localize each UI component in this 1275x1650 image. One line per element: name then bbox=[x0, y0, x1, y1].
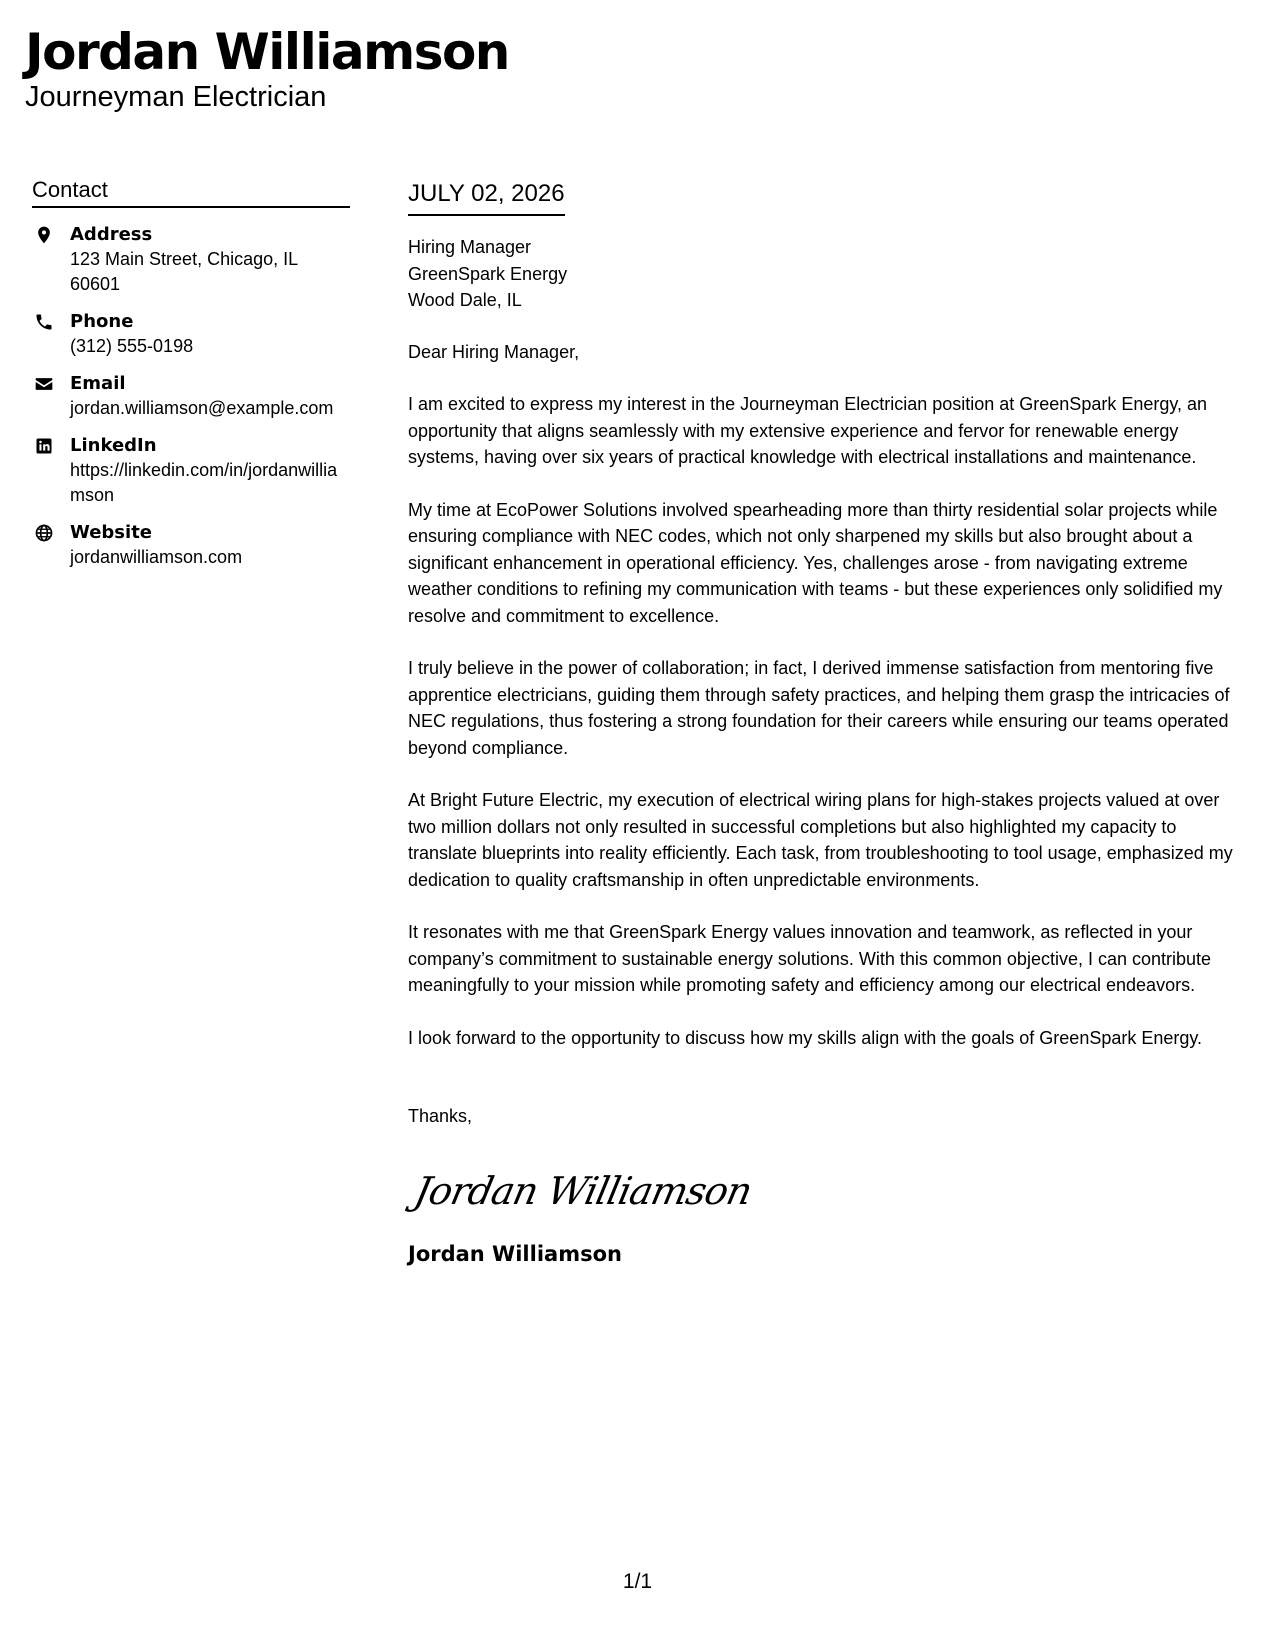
phone-icon bbox=[32, 310, 56, 334]
email-value: jordan.williamson@example.com bbox=[70, 398, 334, 418]
recipient-block bbox=[408, 234, 1246, 314]
letter-paragraph: At Bright Future Electric, my execution of electrical wiring plans for high-stakes projects valued at over two million dollars not only resulted in successful completions but also highlighted my capacity to translate blueprints into reality efficiently. Each task, from troubleshooting to tool usage, emphasized my dedication to quality craftsmanship in often unpredictable environments. bbox=[408, 790, 1233, 890]
letter-paragraph: I truly believe in the power of collaboration; in fact, I derived immense satisfaction from mentoring five apprentice electricians, guiding them through safety practices, and helping them grasp the intricacies of NEC regulations, thus fostering a strong foundation for their careers while ensuring our teams operated beyond compliance. bbox=[408, 658, 1230, 758]
letter-paragraph: I look forward to the opportunity to discuss how my skills align with the goals of GreenSpark Energy. bbox=[408, 1027, 1203, 1048]
signer-name: Jordan Williamson bbox=[408, 1241, 622, 1266]
recipient-line: Hiring Manager bbox=[408, 237, 532, 257]
address-label: Address bbox=[70, 224, 153, 245]
contact-item-phone bbox=[32, 309, 350, 359]
contact-sidebar bbox=[32, 176, 350, 582]
recipient-line: GreenSpark Energy bbox=[408, 263, 568, 284]
resume-header bbox=[25, 22, 509, 114]
contact-heading: Contact bbox=[32, 176, 350, 208]
website-value: jordanwilliamson.com bbox=[70, 547, 243, 567]
contact-list bbox=[32, 222, 350, 570]
linkedin-value: https://linkedin.com/in/jordanwilliamson bbox=[70, 460, 338, 505]
salutation: Dear Hiring Manager, bbox=[408, 341, 580, 362]
handwritten-signature: Jordan Williamson bbox=[410, 1168, 756, 1213]
letter-paragraph: I am excited to express my interest in the Journeyman Electrician position at GreenSpark Energy, an opportunity that aligns seamlessly with my extensive experience and fervor for renewable energy systems, having over six years of practical knowledge with electrical installations and maintenance. bbox=[408, 394, 1208, 467]
applicant-name: Jordan Williamson bbox=[25, 23, 509, 81]
contact-item-website bbox=[32, 520, 350, 570]
letter-paragraph: It resonates with me that GreenSpark Energy values innovation and teamwork, as reflected in your company’s commitment to sustainable energy solutions. With this common objective, I can contribute meaningfully to your mission while promoting safety and efficiency among our electrical endeavors. bbox=[408, 922, 1212, 995]
map-pin-icon bbox=[32, 223, 56, 247]
letter-date: JULY 02, 2026 bbox=[408, 178, 565, 216]
linkedin-label: LinkedIn bbox=[70, 435, 157, 456]
linkedin-icon bbox=[32, 434, 56, 458]
letter-paragraph: My time at EcoPower Solutions involved spearheading more than thirty residential solar projects while ensuring compliance with NEC codes, which not only sharpened my skills but also brought about a significant enhancement in operational efficiency. Yes, challenges arose - from navigating extreme weather conditions to refining my communication with teams - but these experiences only solidified my resolve and commitment to excellence. bbox=[408, 499, 1223, 626]
phone-label: Phone bbox=[70, 311, 134, 332]
address-value: 123 Main Street, Chicago, IL 60601 bbox=[70, 249, 298, 294]
email-label: Email bbox=[70, 373, 126, 394]
applicant-job-title: Journeyman Electrician bbox=[25, 81, 327, 113]
recipient-line: Wood Dale, IL bbox=[408, 290, 522, 310]
cover-letter bbox=[408, 178, 1246, 1268]
page-number: 1/1 bbox=[622, 1570, 653, 1593]
website-label: Website bbox=[70, 522, 153, 543]
envelope-icon bbox=[32, 372, 56, 396]
contact-item-email bbox=[32, 371, 350, 421]
globe-icon bbox=[32, 521, 56, 545]
contact-item-linkedin bbox=[32, 433, 350, 508]
closing: Thanks, bbox=[408, 1106, 473, 1126]
phone-value: (312) 555-0198 bbox=[70, 336, 194, 356]
contact-item-address bbox=[32, 222, 350, 297]
